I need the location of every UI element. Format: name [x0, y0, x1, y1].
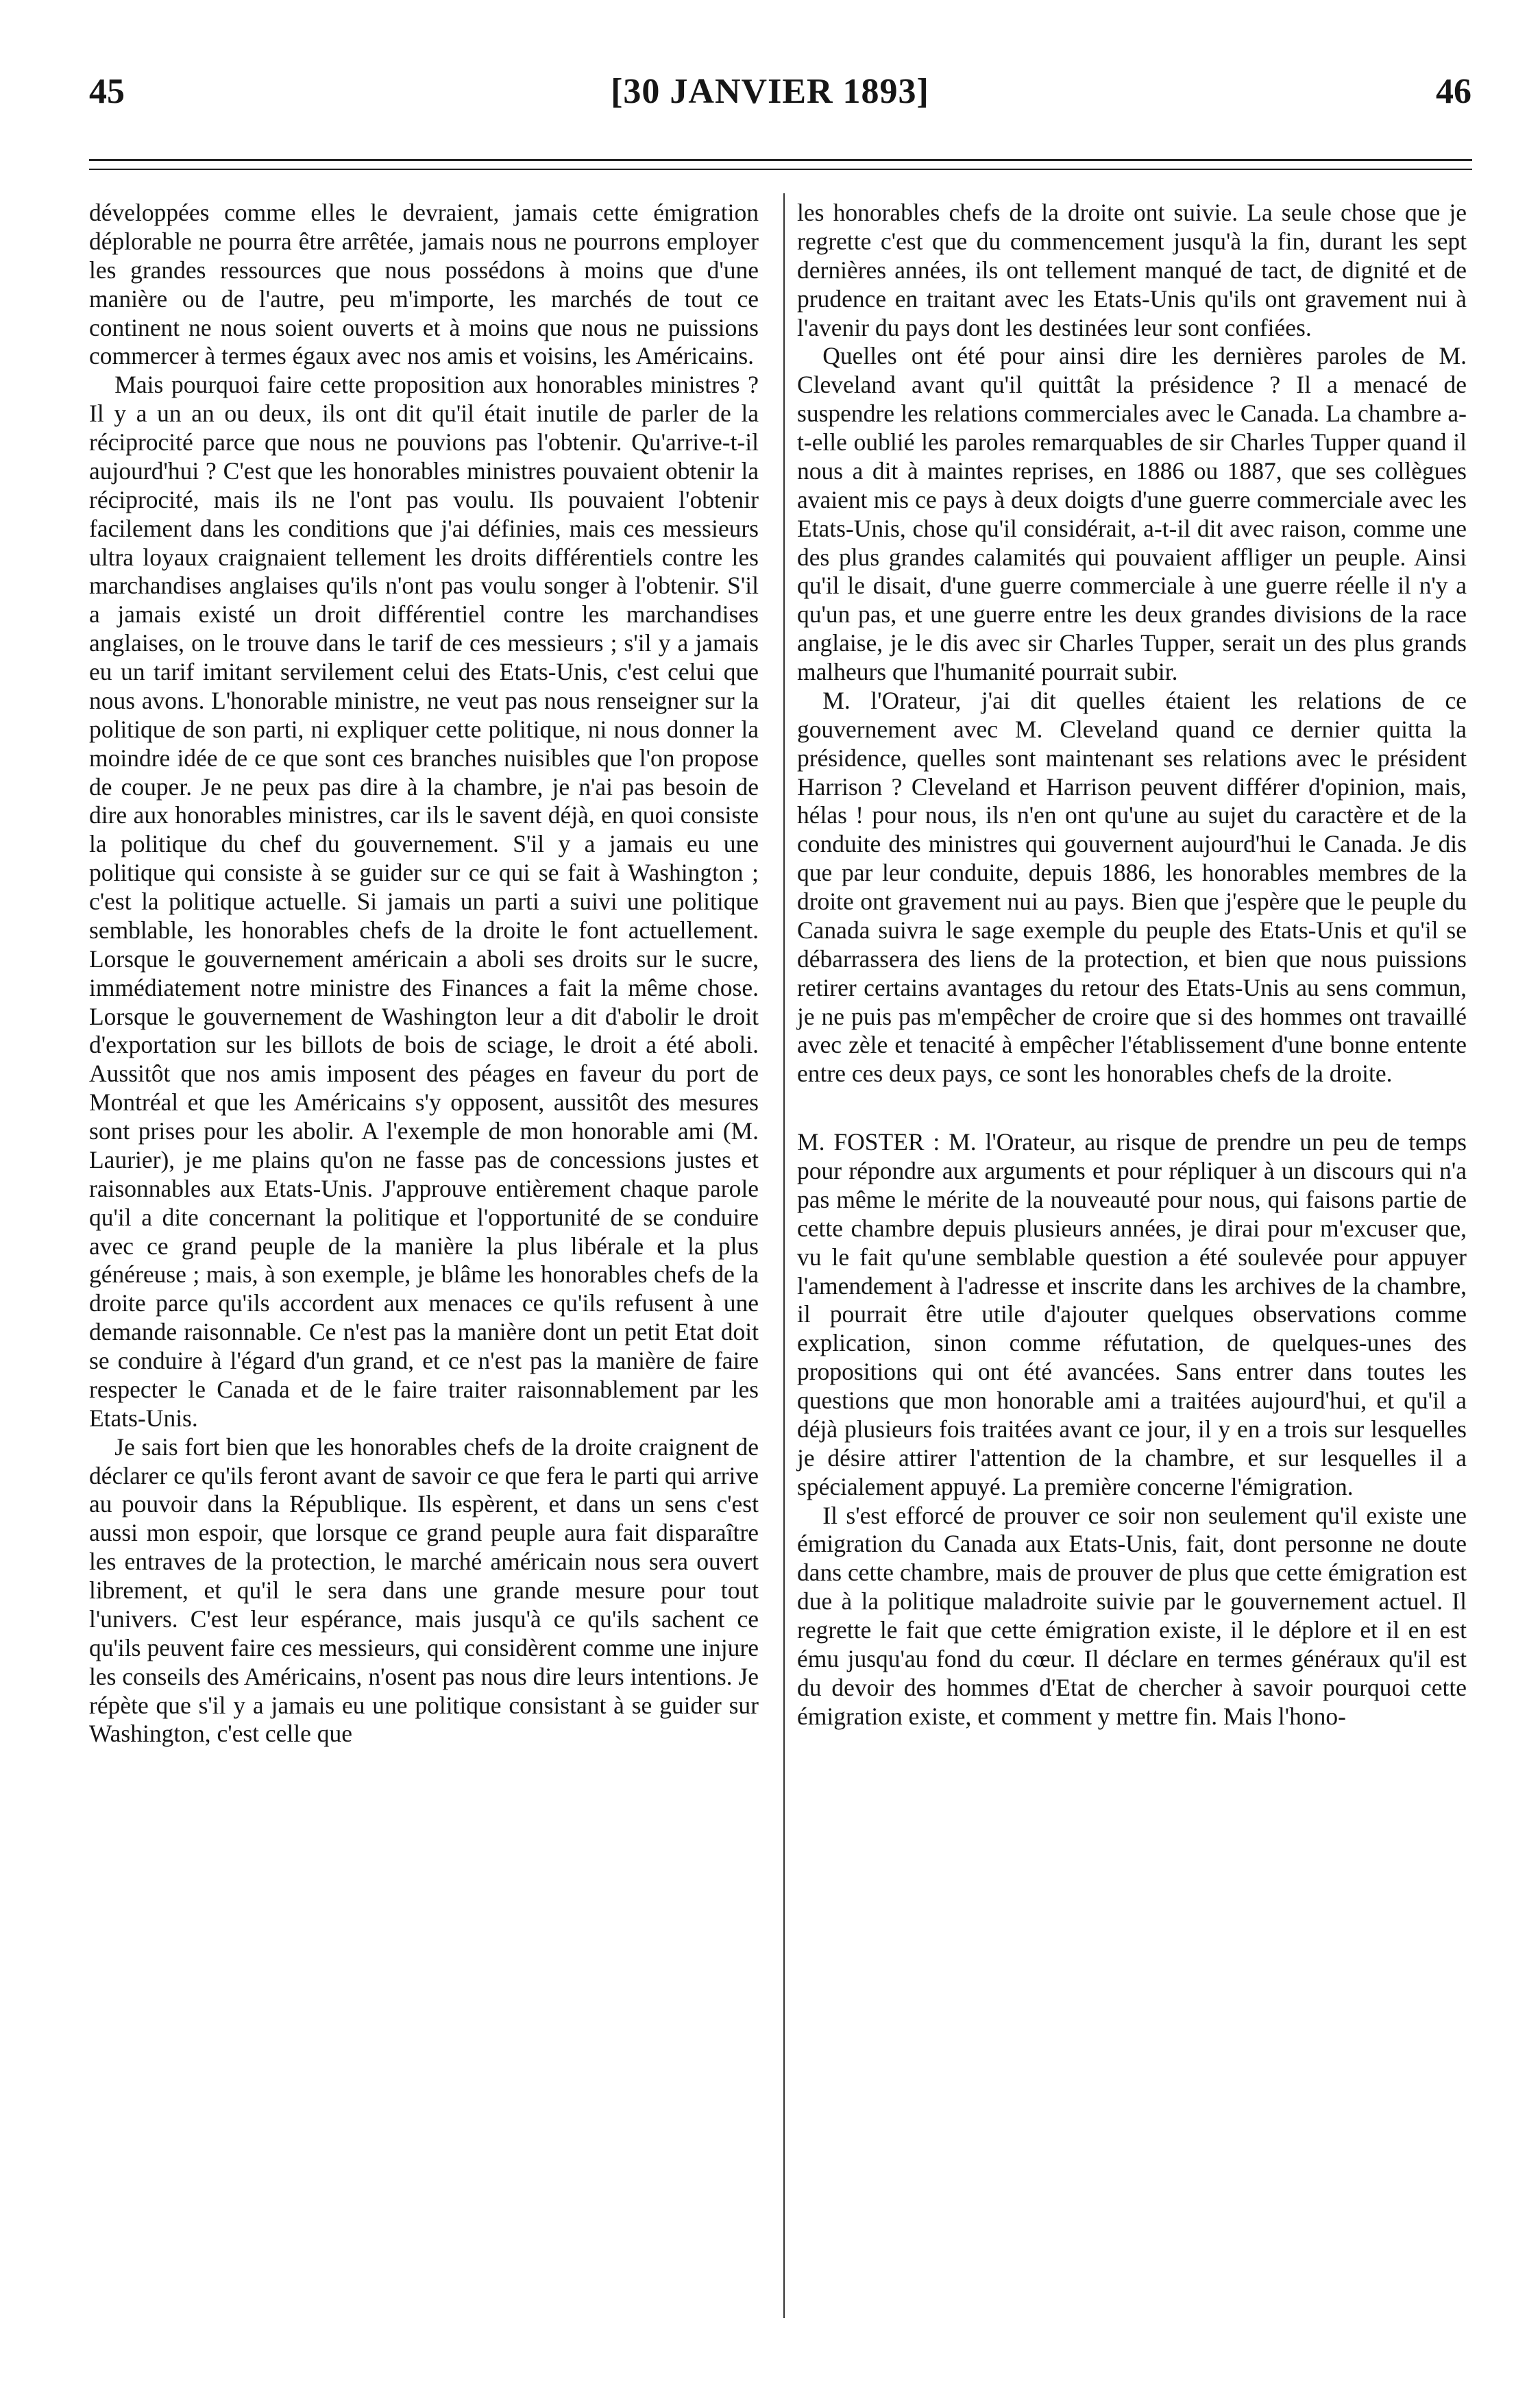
- column-divider: [783, 193, 785, 2318]
- paragraph: Je sais fort bien que les honorables chefs de la droite craignent de déclarer ce qu'ils feront avant de savoir ce que fera le parti qui arrive au pouvoir dans la République. Ils espèrent, et dans un sens c'est aussi mon espoir, que lorsque ce grand peuple aura fait disparaître les entraves de la protection, le marché américain nous sera ouvert librement, et qu'il le sera dans une grande mesure pour tout l'univers. C'est leur espérance, mais jusqu'à ce qu'ils sachent ce qu'ils peuvent faire ces messieurs, qui considèrent comme une injure les conseils des Américains, n'osent pas nous dire leurs intentions. Je répète que s'il y a jamais eu une politique consistant à se guider sur Washington, c'est celle que: [89, 1433, 759, 1748]
- speaker-paragraph: M. FOSTER : M. l'Orateur, au risque de prendre un peu de temps pour répondre aux arguments et pour répliquer à un discours qui n'a pas même le mérite de la nouveauté pour nous, qui faisons partie de cette chambre depuis plusieurs années, je dirai pour m'excuser que, vu le fait qu'une semblable question a été soulevée pour appuyer l'amendement à l'adresse et inscrite dans les archives de la chambre, il pourrait être utile d'ajouter quelques observations comme explication, sinon comme réfutation, de quelques-unes des propositions qui ont été avancées. Sans entrer dans toutes les questions que mon honorable ami a traitées aujourd'hui, et qu'il a déjà plusieurs fois traitées avant ce jour, il y en a trois sur lesquelles je désire attirer l'attention de la chambre, et sur lesquelles il a spécialement appuyé. La première concerne l'émigration.: [797, 1128, 1467, 1500]
- paragraph: les honorables chefs de la droite ont suivie. La seule chose que je regrette c'est que du commencement jusqu'à la fin, durant les sept dernières années, ils ont tellement manqué de tact, de dignité et de prudence en traitant avec les Etats-Unis qu'ils ont gravement nui à l'avenir du pays dont les destinées leur sont confiées.: [797, 199, 1467, 341]
- header-rule-top: [89, 159, 1472, 161]
- page-date-header: [30 JANVIER 1893]: [611, 72, 929, 111]
- paragraph: M. l'Orateur, j'ai dit quelles étaient les relations de ce gouvernement avec M. Cleveland quand ce dernier quitta la présidence, quelles sont maintenant ses relations avec le président Harrison ? Cleveland et Harrison peuvent différer d'opinion, mais, hélas ! pour nous, ils n'en ont qu'une au sujet du caractère et de la conduite des ministres qui gouvernent aujourd'hui le Canada. Je dis que par leur conduite, depuis 1886, les honorables membres de la droite ont gravement nui au pays. Bien que j'espère que le peuple du Canada suivra le sage exemple du peuple des Etats-Unis et qu'il se débarrassera des liens de la protection, et bien que nous puissions retirer certains avantages du retour des Etats-Unis au sens commun, je ne puis pas m'empêcher de croire que si des hommes ont travaillé avec zèle et tenacité à empêcher l'établissement d'une bonne entente entre ces deux pays, ce sont les honorables chefs de la droite.: [797, 686, 1467, 1088]
- left-column: [89, 199, 759, 1748]
- paragraph: développées comme elles le devraient, jamais cette émigration déplorable ne pourra être arrêtée, jamais nous ne pourrons employer les grandes ressources que nous possédons à moins que d'une manière ou de l'autre, peu m'importe, les marchés de tout ce continent ne nous soient ouverts et à moins que nous ne puissions commercer à termes égaux avec nos amis et voisins, les Américains.: [89, 199, 759, 370]
- header-rule-bottom: [89, 169, 1472, 170]
- paragraph: Il s'est efforcé de prouver ce soir non seulement qu'il existe une émigration du Canada aux Etats-Unis, fait, dont personne ne doute dans cette chambre, mais de prouver de plus que cette émigration est due à la politique maladroite suivie par le gouvernement actuel. Il regrette le fait que cette émigration existe, il le déplore et il en est ému jusqu'au fond du cœur. Il déclare en termes généraux qu'il est du devoir des hommes d'Etat de chercher à savoir pourquoi cette émigration existe, et comment y mettre fin. Mais l'hono-: [797, 1501, 1467, 1730]
- page-number-left: 45: [89, 72, 125, 111]
- right-column: [797, 199, 1467, 1731]
- page-number-right: 46: [1436, 72, 1471, 111]
- paragraph: Quelles ont été pour ainsi dire les dernières paroles de M. Cleveland avant qu'il quittât la présidence ? Il a menacé de suspendre les relations commerciales avec le Canada. La chambre a-t-elle oublié les paroles remarquables de sir Charles Tupper quand il nous a dit à maintes reprises, en 1886 ou 1887, que ses collègues avaient mis ce pays à deux doigts d'une guerre commerciale avec les Etats-Unis, chose qu'il considérait, a-t-il dit avec raison, comme une des plus grandes calamités qui pouvaient affliger un peuple. Ainsi qu'il le disait, d'une guerre commerciale à une guerre réelle il n'y a qu'un pas, et une guerre entre les deux grandes divisions de la race anglaise, je le dis avec sir Charles Tupper, serait un des plus grands malheurs que l'humanité pourrait subir.: [797, 342, 1467, 685]
- paragraph: Mais pourquoi faire cette proposition aux honorables ministres ? Il y a un an ou deux, ils ont dit qu'il était inutile de parler de la réciprocité parce que nous ne pouvions pas l'obtenir. Qu'arrive-t-il aujourd'hui ? C'est que les honorables ministres pouvaient obtenir la réciprocité, mais ils ne l'ont pas voulu. Ils pouvaient l'obtenir facilement dans les conditions que j'ai définies, mais ces messieurs ultra loyaux craignaient tellement les droits différentiels contre les marchandises anglaises qu'ils n'ont pas voulu songer à l'obtenir. S'il a jamais existé un droit différentiel contre les marchandises anglaises, on le trouve dans le tarif de ces messieurs ; s'il y a jamais eu un tarif imitant servilement celui des Etats-Unis, c'est celui que nous avons. L'honorable ministre, ne veut pas nous renseigner sur la politique de son parti, ni expliquer cette politique, ni nous donner la moindre idée de ce que sont ces branches nuisibles que l'on propose de couper. Je ne peux pas dire à la chambre, je n'ai pas besoin de dire aux honorables ministres, car ils le savent déjà, en quoi consiste la politique du chef du gouvernement. S'il y a jamais eu une politique qui consiste à se guider sur ce qui se fait à Washington ; c'est la politique actuelle. Si jamais un parti a suivi une politique semblable, les honorables chefs de la droite le font actuellement. Lorsque le gouvernement américain a aboli ses droits sur le sucre, immédiatement notre ministre des Finances a fait la même chose. Lorsque le gouvernement de Washington leur a dit d'abolir le droit d'exportation sur les billots de bois de sciage, le droit a été aboli. Aussitôt que nos amis imposent des péages en faveur du port de Montréal et que les Américains s'y opposent, aussitôt des mesures sont prises pour les abolir. A l'exemple de mon honorable ami (M. Laurier), je me plains qu'on ne fasse pas de concessions justes et raisonnables aux Etats-Unis. J'approuve entièrement chaque parole qu'il a dite concernant la politique et l'opportunité de se conduire avec ce grand peuple de la manière la plus libérale et la plus généreuse ; mais, à son exemple, je blâme les honorables chefs de la droite parce qu'ils accordent aux menaces ce qu'ils refusent à une demande raisonnable. Ce n'est pas la manière dont un petit Etat doit se conduire à l'égard d'un grand, et ce n'est pas la manière de faire respecter le Canada et de le faire traiter raisonnablement par les Etats-Unis.: [89, 371, 759, 1432]
